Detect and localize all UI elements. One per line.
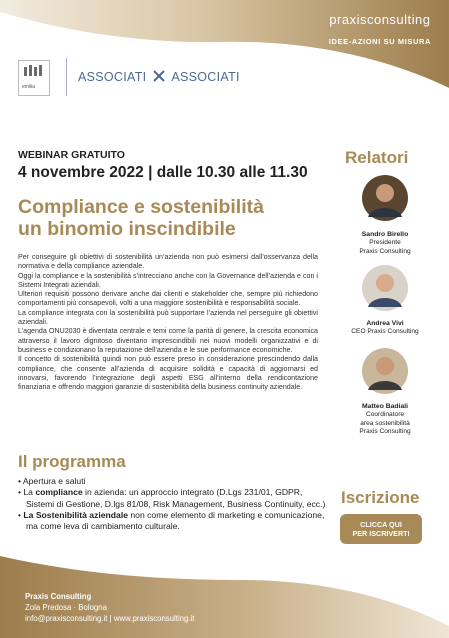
footer-links[interactable]: info@praxisconsulting.it | www.praxisconsulting.it bbox=[25, 614, 195, 623]
register-button[interactable] bbox=[340, 514, 422, 544]
footer-location: Zola Predosa · Bologna bbox=[25, 603, 107, 612]
speaker-role: Praxis Consulting bbox=[359, 247, 411, 255]
speaker-name: Sandro Birello bbox=[361, 231, 409, 238]
emilia-label: emilia bbox=[22, 84, 36, 90]
associati-right: ASSOCIATI bbox=[171, 70, 240, 84]
programma-item bbox=[18, 510, 328, 533]
description-paragraph: La compliance integrata con la sostenibilità può supportare l’azienda nel perseguire gli obiettivi aziendali. bbox=[18, 308, 318, 327]
event-title-line2: un binomio inscindibile bbox=[18, 218, 236, 240]
brand-name: praxisconsulting bbox=[329, 12, 431, 27]
programma-list bbox=[18, 476, 328, 532]
event-date: 4 novembre 2022 | dalle 10.30 alle 11.30 bbox=[18, 164, 308, 181]
programma-item bbox=[18, 476, 328, 487]
programma-title: Il programma bbox=[18, 452, 126, 471]
speaker-role: Coordinatore bbox=[365, 411, 405, 419]
brand-block bbox=[329, 12, 431, 46]
description-paragraph: Ulteriori requisiti possono derivare anche dai clienti e stakeholder che, sempre più richiedono comportamenti più consapevoli, volti a una maggiore sostenibilità e responsabilità sociale. bbox=[18, 290, 318, 308]
emilia-logo bbox=[18, 60, 50, 96]
speaker-photo bbox=[362, 175, 408, 221]
associati-mark-icon bbox=[152, 69, 166, 83]
emilia-logo-icon bbox=[19, 61, 49, 81]
programma-item-bold: compliance bbox=[35, 487, 83, 498]
speaker-name: Andrea Vivi bbox=[366, 320, 404, 327]
speaker-role: Praxis Consulting bbox=[359, 427, 411, 435]
footer-contacts bbox=[25, 591, 194, 624]
programma-item-text: in azienda: un approccio integrato (D.Lgs 231/01, GDPR, Sistemi di Gestione, D.lgs 81/08, Risk Management, Business Continuity, ecc.) bbox=[26, 487, 326, 509]
footer-company: Praxis Consulting bbox=[25, 592, 92, 601]
programma-item-text: • La bbox=[18, 487, 36, 498]
speaker-photo bbox=[362, 265, 408, 311]
register-button-line1: CLICCA QUI bbox=[360, 520, 402, 529]
programma-item bbox=[18, 487, 328, 510]
description-paragraph: L’agenda ONU2030 è diventata centrale e temi come la parità di genere, la crescita economica attraverso il lavoro dignitoso diventano imprescindibili nei nuovi modelli organizzativi e di business e condizionano la reputazione dell’azienda e le sue performance economiche. bbox=[18, 327, 318, 354]
event-title-line1: Compliance e sostenibilità bbox=[18, 196, 264, 218]
event-title bbox=[18, 196, 264, 240]
iscrizione-title: Iscrizione bbox=[341, 488, 420, 507]
event-type: WEBINAR GRATUITO bbox=[18, 149, 125, 161]
register-button-line2: PER ISCRIVERTI bbox=[352, 529, 410, 538]
speaker-role: Presidente bbox=[369, 239, 401, 247]
programma-item-text: non come elemento di marketing e comunicazione, ma come leva di cambiamento culturale. bbox=[26, 509, 325, 532]
description-paragraph: Oggi la compliance e la sostenibilità s’intrecciano anche con la Governance dell’azienda e con i Sistemi Integrati aziendali. bbox=[18, 271, 318, 289]
logo-divider bbox=[66, 58, 67, 96]
description-paragraph: Il concetto di sostenibilità quindi non può essere preso in considerazione prescindendo dalla compliance, che consente all’azienda di acquisire solidità e capacità di aggiornarsi ed innovarsi, favorendo l’integrazione degli aspetti ESG all’interno della rendicontazione finanziaria e offrendo maggiori garanzie di sostenibilità della business continuity aziendale. bbox=[18, 355, 318, 392]
speaker-role: area sostenibilità bbox=[360, 419, 410, 427]
description bbox=[18, 253, 318, 392]
speaker-card bbox=[335, 231, 435, 256]
programma-item-text: • Apertura e saluti bbox=[18, 476, 86, 486]
programma-item-bold: La Sostenibilità aziendale bbox=[23, 509, 128, 520]
programma-item-text: • bbox=[18, 509, 24, 520]
relatori-title: Relatori bbox=[345, 148, 409, 167]
speaker-photo bbox=[362, 348, 408, 394]
speaker-card bbox=[335, 403, 435, 436]
speaker-role: CEO Praxis Consulting bbox=[351, 328, 419, 336]
speaker-name: Matteo Badiali bbox=[361, 403, 409, 410]
description-paragraph: Per conseguire gli obiettivi di sostenibilità un’azienda non può esimersi dall’osservanza della normativa e della compliance aziendale. bbox=[18, 253, 318, 271]
associati-left: ASSOCIATI bbox=[78, 70, 147, 84]
speaker-card bbox=[335, 320, 435, 337]
brand-tagline: IDEE-AZIONI SU MISURA bbox=[328, 37, 431, 46]
associati-logo bbox=[78, 69, 240, 84]
